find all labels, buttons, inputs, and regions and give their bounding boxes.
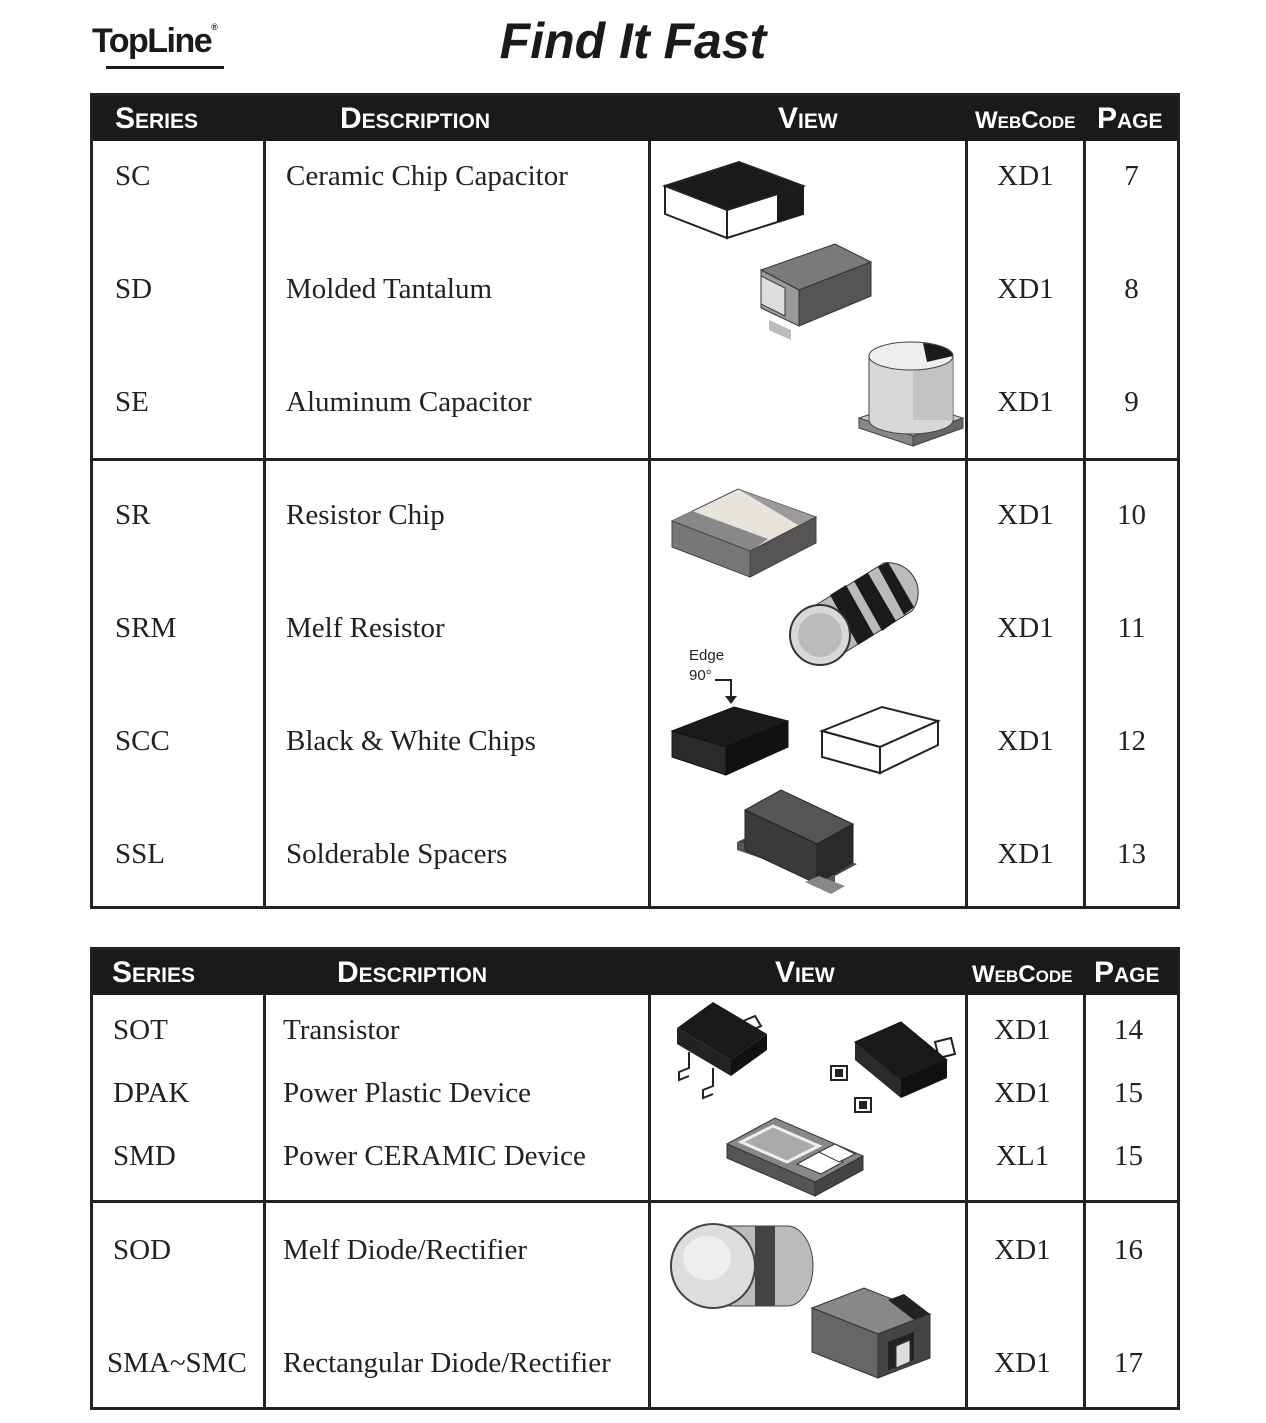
- edge-label: Edge: [689, 647, 725, 664]
- description-cell: Power Plastic Device: [283, 1077, 532, 1109]
- webcode-cell: XD1: [997, 838, 1054, 870]
- series-cell: SR: [115, 499, 151, 531]
- webcode-cell: XD1: [994, 1077, 1051, 1109]
- header-webcode: WebCode: [975, 107, 1076, 134]
- black-chip-icon: [668, 701, 793, 781]
- page-cell: 15: [1114, 1077, 1143, 1109]
- description-cell: Ceramic Chip Capacitor: [286, 160, 568, 192]
- page-cell: 9: [1124, 386, 1139, 418]
- description-cell: Melf Diode/Rectifier: [283, 1234, 527, 1266]
- description-cell: Transistor: [283, 1014, 400, 1046]
- series-cell: SE: [115, 386, 149, 418]
- webcode-cell: XD1: [997, 160, 1054, 192]
- page-cell: 8: [1124, 273, 1139, 305]
- webcode-cell: XL1: [995, 1140, 1050, 1172]
- page-cell: 12: [1117, 725, 1146, 757]
- series-cell: SMD: [113, 1140, 176, 1172]
- series-cell: SCC: [115, 725, 170, 757]
- melf-resistor-icon: [788, 551, 928, 671]
- table-header: [93, 950, 1177, 995]
- webcode-cell: XD1: [997, 386, 1054, 418]
- page-cell: 15: [1114, 1140, 1143, 1172]
- webcode-cell: XD1: [997, 612, 1054, 644]
- description-cell: Resistor Chip: [286, 499, 445, 531]
- logo-text: TopLine: [92, 22, 212, 60]
- page-title: Find It Fast: [499, 13, 767, 69]
- webcode-cell: XD1: [997, 499, 1054, 531]
- solderable-spacer-icon: [735, 784, 860, 899]
- description-cell: Power CERAMIC Device: [283, 1140, 586, 1172]
- description-cell: Aluminum Capacitor: [286, 386, 532, 418]
- product-table-1: [90, 93, 1180, 909]
- page-cell: 11: [1117, 612, 1146, 644]
- series-cell: SOD: [113, 1234, 172, 1266]
- sot-transistor-icon: [671, 994, 781, 1109]
- molded-tantalum-icon: [755, 236, 875, 346]
- registered-mark: ®: [211, 22, 218, 32]
- page-cell: 10: [1117, 499, 1146, 531]
- header-series: Series: [112, 956, 196, 989]
- webcode-cell: XD1: [997, 273, 1054, 305]
- webcode-cell: XD1: [997, 725, 1054, 757]
- series-cell: SC: [115, 160, 151, 192]
- page-cell: 13: [1117, 838, 1146, 870]
- description-cell: Solderable Spacers: [286, 838, 508, 870]
- group-divider: [93, 458, 1177, 461]
- rectangular-diode-icon: [808, 1282, 933, 1392]
- series-cell: SMA~SMC: [107, 1347, 247, 1379]
- header-description: Description: [340, 102, 491, 135]
- column-divider: [648, 141, 651, 906]
- product-table-2: [90, 947, 1180, 1410]
- column-divider: [263, 141, 266, 906]
- page-cell: 17: [1114, 1347, 1143, 1379]
- page-cell: 14: [1114, 1014, 1143, 1046]
- series-cell: SRM: [115, 612, 177, 644]
- description-cell: Melf Resistor: [286, 612, 445, 644]
- page-cell: 16: [1114, 1234, 1143, 1266]
- header-view: View: [778, 102, 838, 135]
- webcode-cell: XD1: [994, 1014, 1051, 1046]
- header-page: Page: [1094, 956, 1160, 989]
- description-cell: Rectangular Diode/Rectifier: [283, 1347, 611, 1379]
- series-cell: DPAK: [113, 1077, 190, 1109]
- description-cell: Molded Tantalum: [286, 273, 493, 305]
- white-chip-icon: [818, 701, 943, 781]
- header-series: Series: [115, 102, 199, 135]
- page-cell: 7: [1124, 160, 1139, 192]
- ceramic-chip-capacitor-icon: [661, 156, 806, 241]
- smd-ceramic-device-icon: [723, 1110, 868, 1200]
- series-cell: SOT: [113, 1014, 168, 1046]
- webcode-cell: XD1: [994, 1234, 1051, 1266]
- group-divider: [93, 1200, 1177, 1203]
- edge-angle: 90°: [689, 667, 712, 684]
- header-webcode: WebCode: [972, 961, 1073, 988]
- series-cell: SD: [115, 273, 153, 305]
- melf-diode-icon: [667, 1220, 817, 1315]
- header-view: View: [775, 956, 835, 989]
- series-cell: SSL: [115, 838, 165, 870]
- webcode-cell: XD1: [994, 1347, 1051, 1379]
- header-description: Description: [337, 956, 488, 989]
- table-header: [93, 96, 1177, 141]
- aluminum-capacitor-icon: [853, 332, 968, 452]
- description-cell: Black & White Chips: [286, 725, 536, 757]
- header-page: Page: [1097, 102, 1163, 135]
